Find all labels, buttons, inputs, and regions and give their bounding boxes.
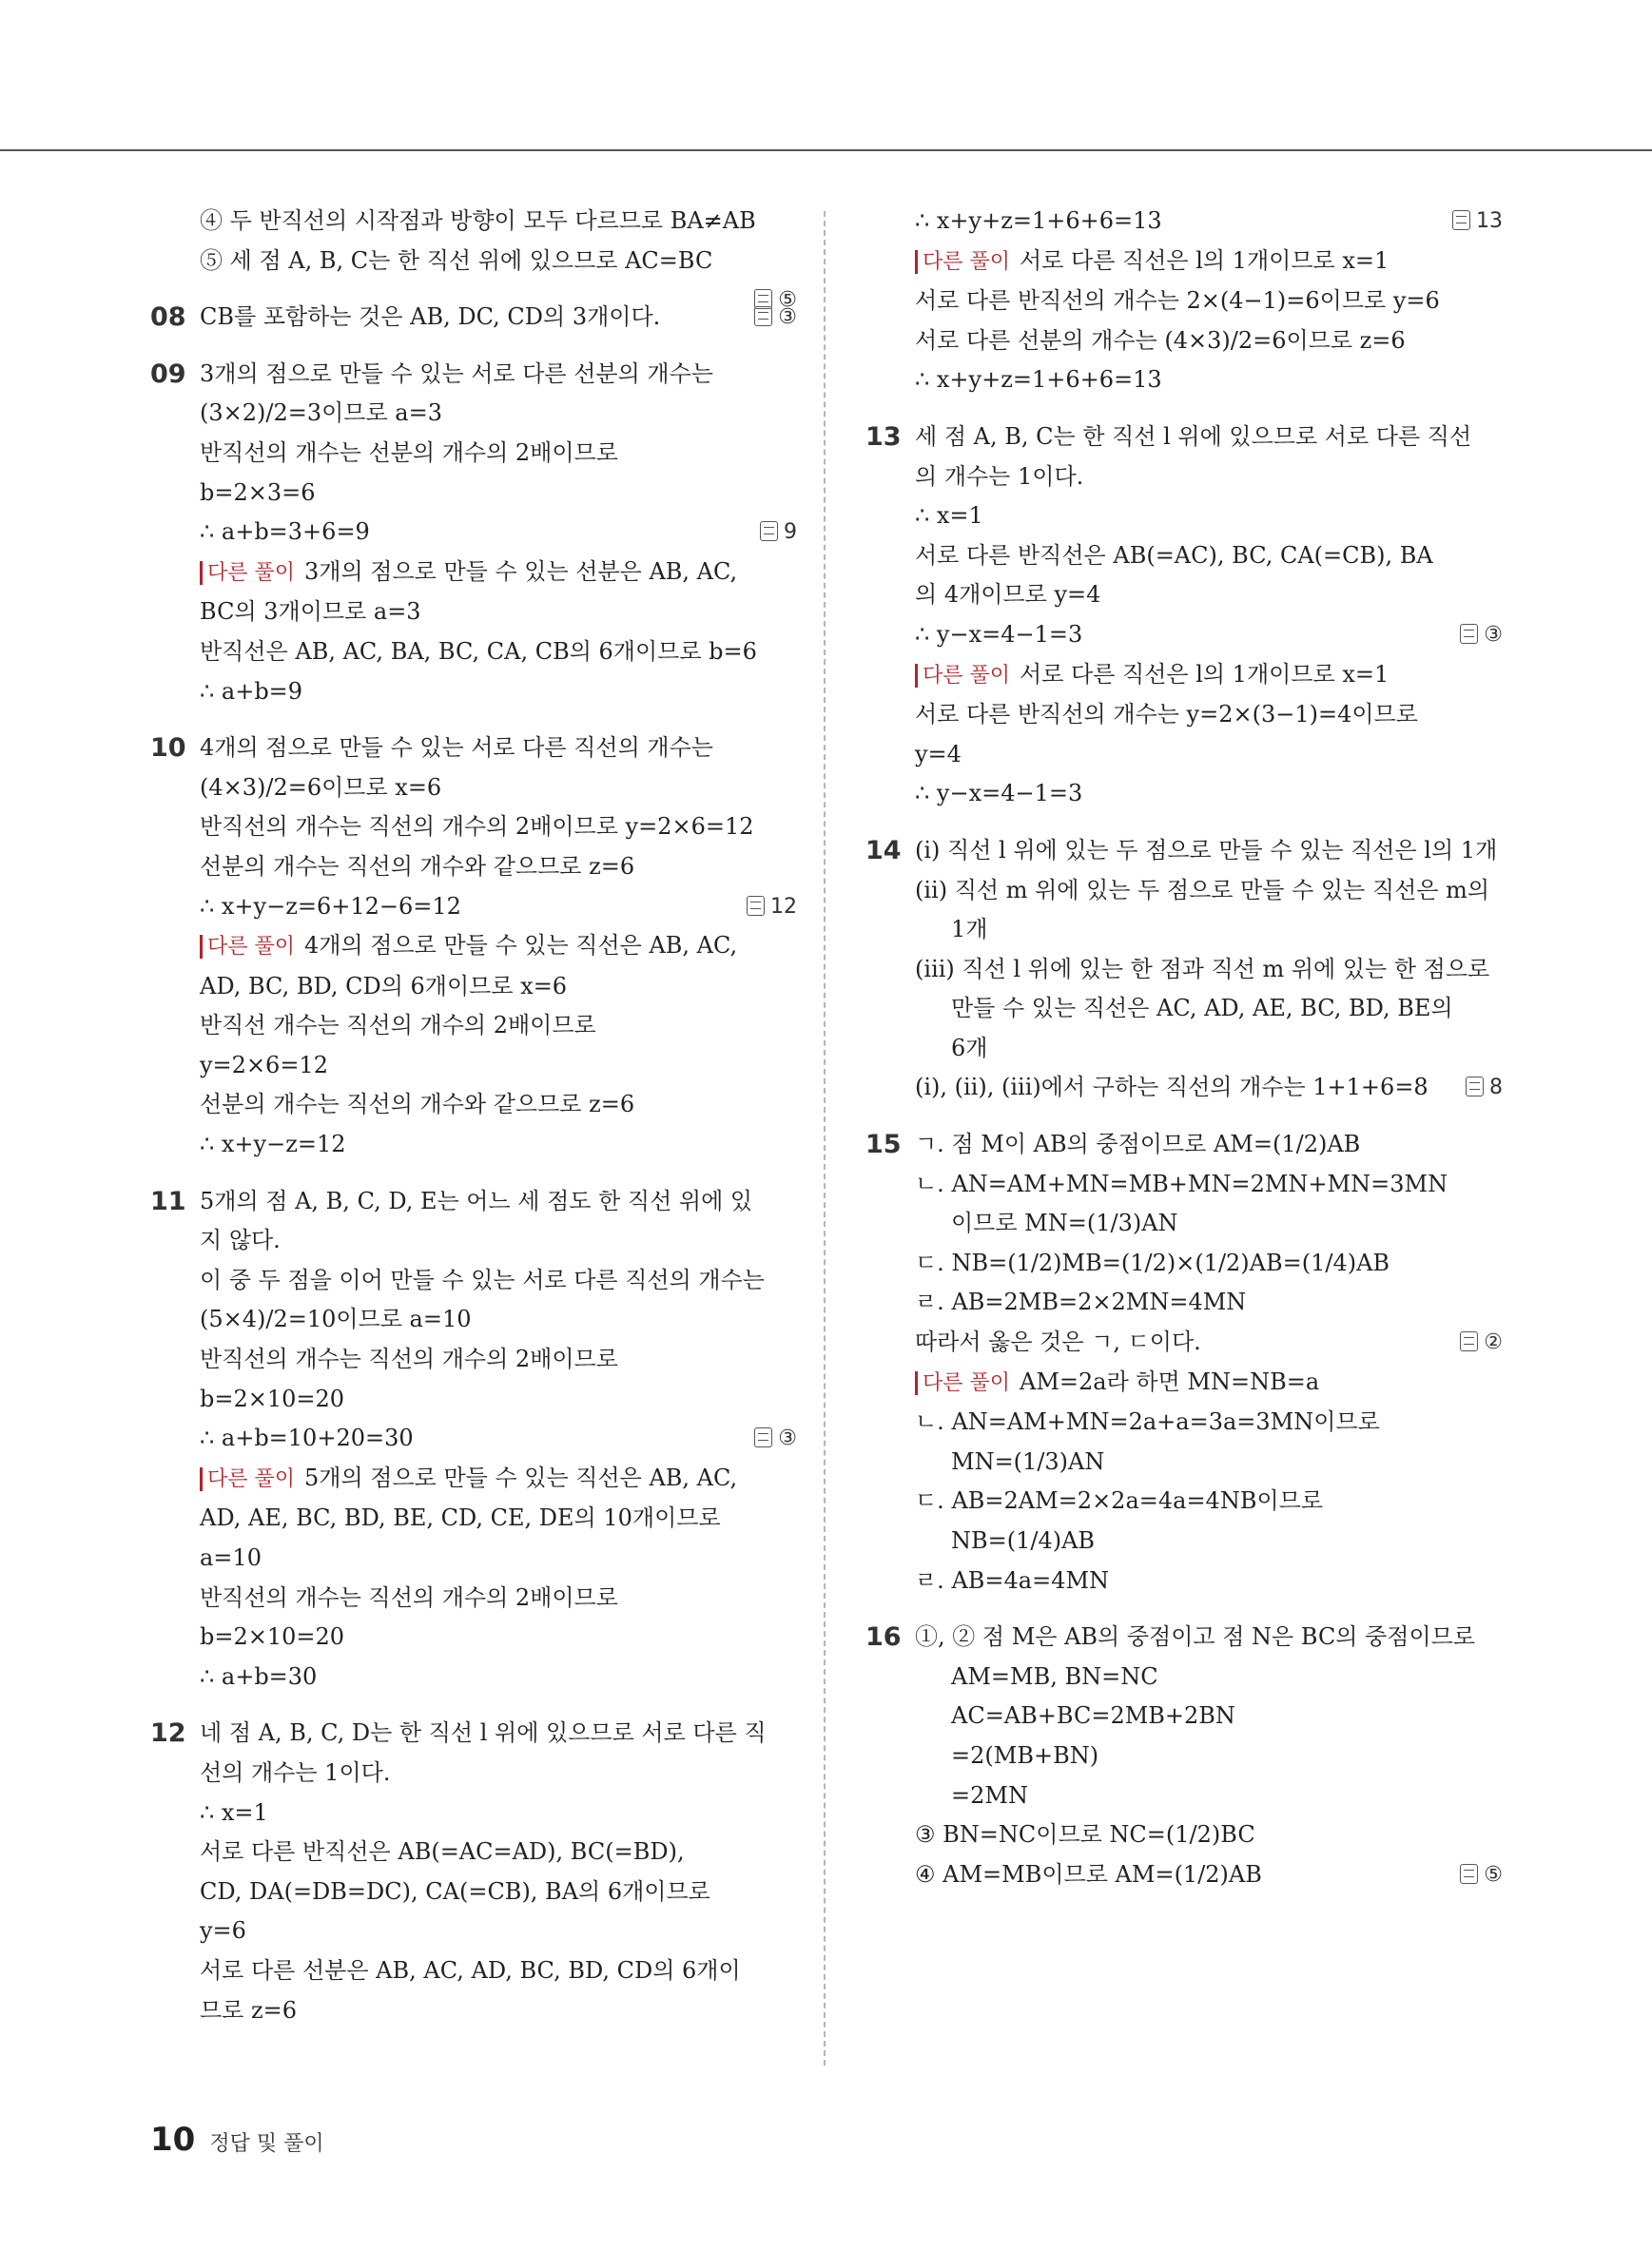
solution-line [915, 1562, 1503, 1601]
problem-number: 08 [150, 302, 186, 333]
solution-line [915, 1323, 1503, 1363]
solution-text: 6개 [951, 1034, 988, 1061]
solution-text: 3개의 점으로 만들 수 있는 서로 다른 선분의 개수는 [200, 359, 713, 387]
problem-number: 15 [865, 1130, 902, 1160]
solution-line [200, 672, 797, 712]
solution-text: BC의 3개이므로 a=3 [200, 598, 421, 626]
solution-text: 반직선 개수는 직선의 개수의 2배이므로 [200, 1012, 596, 1039]
solution-text: 므로 z=6 [200, 1996, 298, 2024]
solution-text: 4개의 점으로 만들 수 있는 서로 다른 직선의 개수는 [200, 734, 713, 762]
page-footer [150, 2121, 324, 2159]
solution-line [200, 807, 797, 847]
solution-line [915, 1244, 1503, 1284]
problem-09 [150, 355, 797, 711]
answer-icon [1460, 1331, 1478, 1351]
solution-line [200, 434, 797, 474]
solution-text: (ⅰ), (ⅱ), (ⅲ)에서 구하는 직선의 개수는 1+1+6=8 [915, 1074, 1428, 1101]
solution-text: NB=(1/4)AB [951, 1527, 1096, 1554]
answer-value: ③ [778, 1426, 797, 1451]
problem-11 [150, 1182, 797, 1698]
solution-text: 서로 다른 직선은 l의 1개이므로 x=1 [1020, 660, 1390, 688]
solution-line [200, 553, 797, 593]
alt-solution-label: 다른 풀이 [915, 1371, 1010, 1395]
problem-continued [865, 202, 1503, 400]
answer-value: ⑤ [1484, 1862, 1503, 1887]
solution-line [200, 887, 797, 927]
solution-text: 따라서 옳은 것은 ㄱ, ㄷ이다. [915, 1329, 1201, 1356]
solution-text: ∴ y−x=4−1=3 [915, 620, 1083, 648]
solution-text: (ⅱ) 직선 m 위에 있는 두 점으로 만들 수 있는 직선은 m의 [915, 876, 1490, 903]
solution-line [915, 1737, 1503, 1776]
solution-line [200, 202, 797, 242]
solution-text: (ⅲ) 직선 l 위에 있는 한 점과 직선 m 위에 있는 한 점으로 [915, 955, 1490, 982]
solution-text: 5개의 점으로 만들 수 있는 직선은 AB, AC, [304, 1464, 738, 1491]
solution-line [915, 774, 1503, 814]
page-number: 10 [150, 2121, 196, 2159]
solution-line [915, 1815, 1503, 1855]
problem-13 [865, 417, 1503, 814]
problem-number: 13 [865, 421, 902, 452]
solution-line [200, 1380, 797, 1420]
solution-text: 이므로 MN=(1/3)AN [951, 1210, 1178, 1237]
solution-text: b=2×10=20 [200, 1623, 345, 1651]
problem-number: 10 [150, 733, 186, 764]
answer-icon [754, 1427, 772, 1447]
alt-solution-label: 다른 풀이 [200, 935, 295, 959]
solution-text: ∴ y−x=4−1=3 [915, 780, 1083, 807]
solution-line [200, 847, 797, 887]
answer-value: 13 [1476, 209, 1503, 233]
solution-line [915, 695, 1503, 735]
solution-line [915, 457, 1503, 497]
solution-line [200, 474, 797, 514]
solution-text: 1개 [951, 916, 988, 943]
solution-text: ∴ x=1 [915, 502, 983, 530]
solution-text: y=2×6=12 [200, 1051, 328, 1078]
solution-line [200, 1340, 797, 1380]
answer-icon [1466, 1077, 1484, 1096]
right-column [865, 202, 1503, 1911]
solution-text: 반직선의 개수는 선분의 개수의 2배이므로 [200, 438, 618, 466]
solution-text: ④ AM=MB이므로 AM=(1/2)AB [915, 1860, 1262, 1888]
solution-text: y=4 [915, 740, 962, 767]
solution-line [200, 1951, 797, 1991]
solution-line [200, 298, 797, 338]
problem-15 [865, 1125, 1503, 1601]
problem-10 [150, 728, 797, 1165]
solution-line [200, 1006, 797, 1046]
solution-text: ∴ x+y+z=1+6+6=13 [915, 207, 1162, 234]
solution-text: 서로 다른 반직선의 개수는 y=2×(3−1)=4이므로 [915, 701, 1418, 728]
problem-number: 16 [865, 1622, 902, 1653]
solution-line [915, 1165, 1503, 1205]
solution-line [915, 1443, 1503, 1483]
solution-text: ㄴ. AN=AM+MN=MB+MN=2MN+MN=3MN [915, 1170, 1448, 1197]
solution-line [200, 394, 797, 434]
answer-mark [1460, 1323, 1503, 1363]
solution-line [200, 1085, 797, 1125]
solution-text: 서로 다른 반직선의 개수는 2×(4−1)=6이므로 y=6 [915, 287, 1440, 315]
solution-line [915, 615, 1503, 655]
solution-text: 반직선의 개수는 직선의 개수의 2배이므로 [200, 1346, 618, 1373]
solution-text: b=2×10=20 [200, 1385, 345, 1412]
solution-line [915, 360, 1503, 400]
alt-solution-label: 다른 풀이 [915, 250, 1010, 274]
answer-icon [760, 521, 778, 541]
solution-text: (ⅰ) 직선 l 위에 있는 두 점으로 만들 수 있는 직선은 l의 1개 [915, 836, 1498, 864]
solution-text: 선분의 개수는 직선의 개수와 같으므로 z=6 [200, 852, 635, 880]
problem-16 [865, 1618, 1503, 1894]
answer-mark [1460, 1855, 1503, 1895]
answer-icon [754, 306, 772, 326]
problem-number: 12 [150, 1718, 186, 1749]
solution-line [915, 1697, 1503, 1737]
solution-line [915, 950, 1503, 990]
solution-text: AM=2a라 하면 MN=NB=a [1020, 1368, 1320, 1395]
answer-value: 12 [770, 894, 797, 919]
solution-text: 서로 다른 직선은 l의 1개이므로 x=1 [1020, 246, 1390, 274]
solution-text: MN=(1/3)AN [951, 1447, 1105, 1475]
solution-line [915, 831, 1503, 871]
solution-text: ①, ② 점 M은 AB의 중점이고 점 N은 BC의 중점이므로 [915, 1623, 1476, 1651]
solution-line [200, 1459, 797, 1500]
solution-line [915, 1283, 1503, 1323]
solution-text: ∴ a+b=9 [200, 677, 303, 705]
solution-text: ∴ a+b=3+6=9 [200, 518, 370, 546]
solution-line [200, 1499, 797, 1539]
solution-text: 서로 다른 선분은 AB, AC, AD, BC, BD, CD의 6개이 [200, 1956, 741, 1984]
solution-text: ㄱ. 점 M이 AB의 중점이므로 AM=(1/2)AB [915, 1131, 1361, 1158]
solution-text: 5개의 점 A, B, C, D, E는 어느 세 점도 한 직선 위에 있 [200, 1187, 753, 1214]
solution-text: 지 않다. [200, 1227, 281, 1254]
solution-line [915, 1068, 1503, 1108]
solution-text: ∴ a+b=30 [200, 1662, 318, 1690]
solution-text: ㄹ. AB=2MB=2×2MN=4MN [915, 1289, 1247, 1316]
solution-text: ∴ x+y−z=12 [200, 1131, 346, 1158]
solution-line [915, 1204, 1503, 1244]
solution-line [200, 513, 797, 553]
solution-line [200, 1419, 797, 1459]
solution-line [915, 1125, 1503, 1165]
column-divider [824, 211, 826, 2066]
solution-line [915, 910, 1503, 950]
solution-text: (3×2)/2=3이므로 a=3 [200, 399, 442, 427]
solution-line [200, 1300, 797, 1340]
solution-text: 4개의 점으로 만들 수 있는 직선은 AB, AC, [304, 932, 738, 960]
solution-text: 서로 다른 반직선은 AB(=AC), BC, CA(=CB), BA [915, 541, 1433, 569]
solution-text: (5×4)/2=10이므로 a=10 [200, 1306, 472, 1333]
answer-icon [1460, 1864, 1478, 1884]
solution-text: =2(MB+BN) [951, 1741, 1099, 1769]
solution-text: AC=AB+BC=2MB+2BN [951, 1702, 1235, 1730]
solution-text: CD, DA(=DB=DC), CA(=CB), BA의 6개이므로 [200, 1877, 710, 1905]
solution-text: 선분의 개수는 직선의 개수와 같으므로 z=6 [200, 1091, 635, 1118]
solution-line [915, 575, 1503, 615]
answer-mark [1460, 615, 1503, 655]
solution-line [915, 1482, 1503, 1522]
solution-line [200, 1261, 797, 1301]
solution-line [915, 1363, 1503, 1404]
answer-value: ③ [778, 305, 797, 330]
problem-number: 11 [150, 1186, 186, 1216]
solution-text: ∴ x+y+z=1+6+6=13 [915, 366, 1162, 394]
solution-text: 서로 다른 반직선은 AB(=AC=AD), BC(=BD), [200, 1838, 685, 1866]
solution-line [915, 655, 1503, 696]
solution-line [200, 1833, 797, 1873]
solution-line [915, 1522, 1503, 1562]
problem-continued [150, 202, 797, 313]
solution-line [200, 632, 797, 672]
solution-line [915, 281, 1503, 321]
solution-text: a=10 [200, 1544, 262, 1571]
solution-line [915, 735, 1503, 775]
answer-icon [1452, 210, 1470, 230]
answer-value: ⑤ [778, 288, 797, 313]
solution-line [915, 202, 1503, 242]
solution-text: y=6 [200, 1917, 246, 1945]
solution-text: 만들 수 있는 직선은 AC, AD, AE, BC, BD, BE의 [951, 995, 1453, 1022]
solution-line [200, 1046, 797, 1086]
answer-mark [747, 887, 797, 927]
solution-line [200, 926, 797, 967]
solution-line [915, 417, 1503, 457]
answer-mark [754, 298, 797, 338]
left-column [150, 202, 797, 2047]
solution-text: =2MN [951, 1781, 1028, 1809]
answer-mark [754, 1419, 797, 1459]
solution-text: ③ BN=NC이므로 NC=(1/2)BC [915, 1821, 1255, 1849]
problem-12 [150, 1714, 797, 2030]
answer-value: ② [1484, 1330, 1503, 1355]
answer-mark [1452, 202, 1503, 242]
solution-text: AM=MB, BN=NC [951, 1662, 1158, 1690]
solution-line [200, 1125, 797, 1165]
solution-line [200, 592, 797, 632]
solution-line [200, 1754, 797, 1794]
solution-line [915, 1403, 1503, 1443]
solution-line [200, 1873, 797, 1912]
problem-08 [150, 298, 797, 338]
solution-text: ∴ x=1 [200, 1798, 268, 1826]
solution-line [200, 1182, 797, 1222]
solution-text: 네 점 A, B, C, D는 한 직선 l 위에 있으므로 서로 다른 직 [200, 1719, 767, 1747]
solution-text: ㄴ. AN=AM+MN=2a+a=3a=3MN이므로 [915, 1408, 1380, 1436]
answer-mark [1466, 1068, 1503, 1108]
solution-line [915, 1776, 1503, 1816]
solution-line [200, 1539, 797, 1579]
solution-line [200, 1911, 797, 1951]
solution-line [200, 967, 797, 1007]
solution-line [915, 989, 1503, 1029]
solution-text: 이 중 두 점을 이어 만들 수 있는 서로 다른 직선의 개수는 [200, 1266, 765, 1293]
solution-text: 의 4개이므로 y=4 [915, 581, 1101, 609]
alt-solution-label: 다른 풀이 [915, 664, 1010, 688]
solution-text: ㄷ. AB=2AM=2×2a=4a=4NB이므로 [915, 1487, 1324, 1515]
solution-line [200, 355, 797, 395]
solution-line [915, 1618, 1503, 1658]
solution-text: (4×3)/2=6이므로 x=6 [200, 773, 442, 801]
solution-text: 서로 다른 선분의 개수는 (4×3)/2=6이므로 z=6 [915, 326, 1406, 354]
solution-line [200, 1991, 797, 2031]
solution-text: 반직선의 개수는 직선의 개수의 2배이므로 [200, 1583, 618, 1611]
answer-icon [747, 896, 765, 916]
solution-line [200, 1618, 797, 1658]
solution-line [915, 496, 1503, 536]
solution-line [200, 728, 797, 768]
answer-mark [760, 513, 797, 553]
answer-icon [1460, 624, 1478, 644]
solution-text: AD, BC, BD, CD의 6개이므로 x=6 [200, 972, 568, 999]
solution-text: ∴ a+b=10+20=30 [200, 1425, 414, 1452]
solution-line [200, 1794, 797, 1834]
header-rule [0, 149, 1652, 151]
solution-text: 3개의 점으로 만들 수 있는 선분은 AB, AC, [304, 557, 738, 585]
solution-line [200, 768, 797, 808]
problem-number: 09 [150, 359, 186, 389]
alt-solution-label: 다른 풀이 [200, 1467, 295, 1491]
solution-text: ∴ x+y−z=6+12−6=12 [200, 892, 461, 920]
solution-text: ⑤ 세 점 A, B, C는 한 직선 위에 있으므로 AC=BC [200, 246, 713, 274]
problem-14 [865, 831, 1503, 1108]
solution-text: b=2×3=6 [200, 478, 316, 506]
solution-line [915, 1658, 1503, 1698]
page-label: 정답 및 풀이 [209, 2132, 324, 2156]
solution-line [915, 1029, 1503, 1069]
solution-text: ④ 두 반직선의 시작점과 방향이 모두 다르므로 BA≠AB [200, 207, 756, 234]
solution-line [915, 1855, 1503, 1895]
solution-line [915, 871, 1503, 911]
solution-line [200, 242, 797, 281]
solution-line [200, 1221, 797, 1261]
solution-text: CB를 포함하는 것은 AB, DC, CD의 3개이다. [200, 303, 661, 331]
solution-text: 세 점 A, B, C는 한 직선 l 위에 있으므로 서로 다른 직선 [915, 422, 1472, 450]
solution-line [915, 536, 1503, 576]
solution-text: AD, AE, BC, BD, BE, CD, CE, DE의 10개이므로 [200, 1504, 721, 1532]
answer-value: 8 [1489, 1076, 1503, 1100]
solution-line [200, 1714, 797, 1754]
solution-text: 반직선은 AB, AC, BA, BC, CA, CB의 6개이므로 b=6 [200, 637, 757, 665]
solution-line [915, 242, 1503, 282]
solution-text: ㄷ. NB=(1/2)MB=(1/2)×(1/2)AB=(1/4)AB [915, 1249, 1390, 1276]
solution-text: 선의 개수는 1이다. [200, 1758, 391, 1786]
solution-line [200, 1579, 797, 1619]
solution-line [915, 321, 1503, 361]
answer-value: ③ [1484, 622, 1503, 647]
solution-text: ㄹ. AB=4a=4MN [915, 1566, 1110, 1594]
problem-number: 14 [865, 835, 902, 865]
solution-line [200, 1658, 797, 1698]
solution-text: 반직선의 개수는 직선의 개수의 2배이므로 y=2×6=12 [200, 813, 754, 841]
alt-solution-label: 다른 풀이 [200, 561, 295, 585]
solution-text: 의 개수는 1이다. [915, 462, 1084, 490]
answer-value: 9 [784, 520, 797, 545]
